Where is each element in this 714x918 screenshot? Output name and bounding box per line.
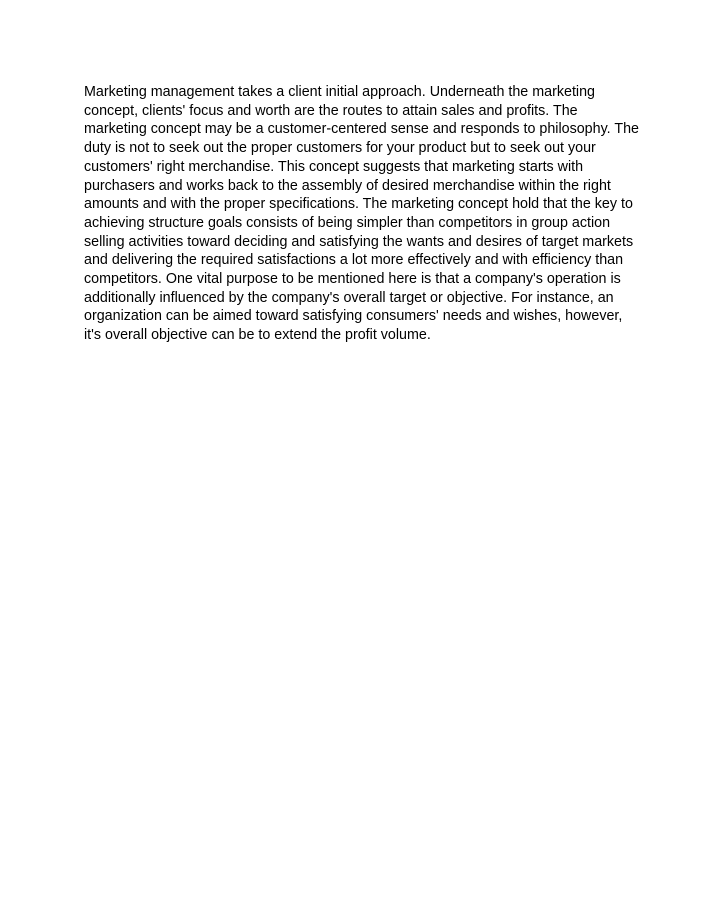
body-paragraph xyxy=(84,83,644,345)
paragraph-line: purchasers and works back to the assembly of desired merchandise within the right xyxy=(84,177,611,194)
paragraph-line: additionally influenced by the company's overall target or objective. For instance, an xyxy=(84,289,614,306)
paragraph-line: organization can be aimed toward satisfying consumers' needs and wishes, however, xyxy=(84,308,623,325)
paragraph-line: amounts and with the proper specifications. The marketing concept hold that the key to xyxy=(84,196,633,213)
paragraph-line: and delivering the required satisfactions a lot more effectively and with efficiency than xyxy=(84,252,624,269)
paragraph-line: selling activities toward deciding and satisfying the wants and desires of target markets xyxy=(84,233,634,250)
paragraph-line: competitors. One vital purpose to be mentioned here is that a company's operation is xyxy=(84,271,621,288)
paragraph-line: duty is not to seek out the proper customers for your product but to seek out your xyxy=(84,140,596,157)
paragraph-line: it's overall objective can be to extend the profit volume. xyxy=(84,327,431,344)
paragraph-line: marketing concept may be a customer-centered sense and responds to philosophy. The xyxy=(84,121,639,138)
paragraph-line: achieving structure goals consists of being simpler than competitors in group action xyxy=(84,214,611,231)
paragraph-line: customers' right merchandise. This concept suggests that marketing starts with xyxy=(84,158,584,175)
paragraph-line: Marketing management takes a client initial approach. Underneath the marketing xyxy=(84,84,596,100)
paragraph-line: concept, clients' focus and worth are the routes to attain sales and profits. The xyxy=(84,102,578,119)
